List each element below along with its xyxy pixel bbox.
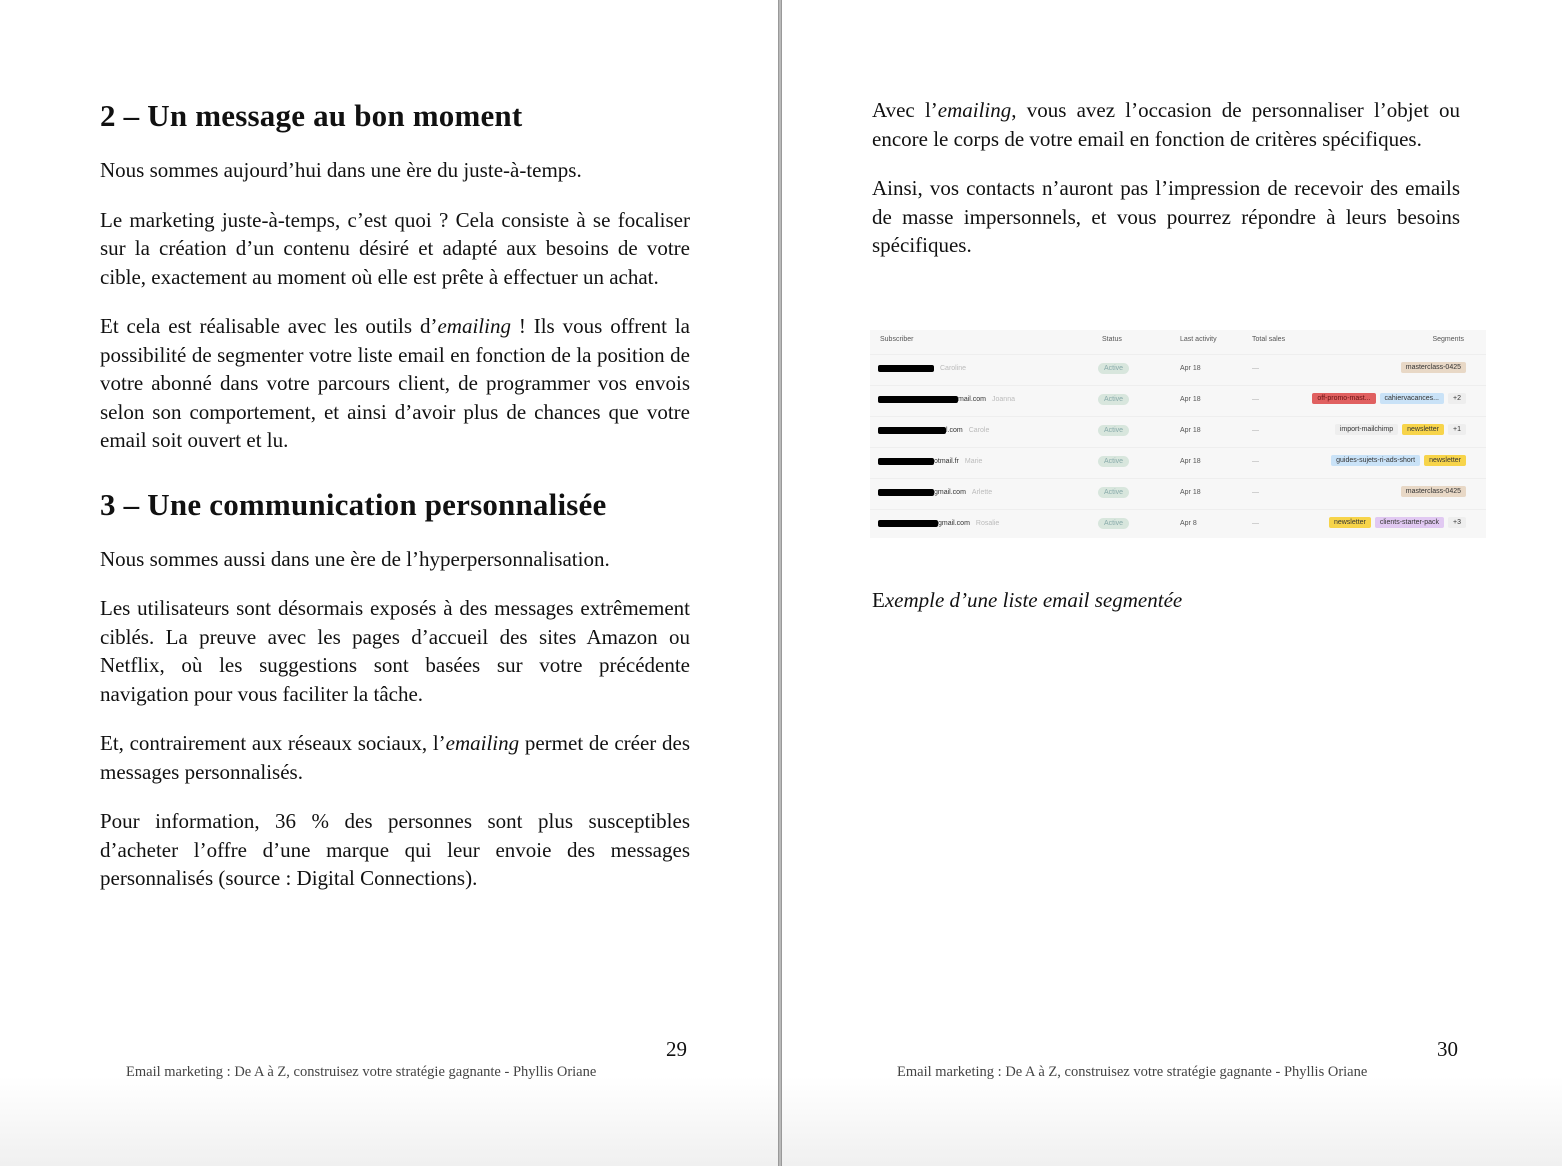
header-last-activity: Last activity — [1180, 336, 1217, 343]
segment-tag: cahiervacances... — [1380, 393, 1444, 404]
page-number: 30 — [1437, 1037, 1458, 1061]
redaction-bar — [878, 458, 934, 465]
subscriber-email: gmail.com Rosalie — [878, 520, 999, 527]
table-row — [870, 416, 1486, 447]
status-badge: Active — [1098, 456, 1129, 467]
paragraph: Ainsi, vos contacts n’auront pas l’impression de recevoir des emails de masse impersonnels, et vous pourrez répondre à leurs besoins spécifiques. — [872, 176, 1460, 257]
table-row — [870, 478, 1486, 509]
subscriber-email: mail.com Joanna — [878, 396, 1015, 403]
last-activity: Apr 18 — [1180, 365, 1201, 372]
redaction-bar — [878, 489, 934, 496]
paragraph: Nous sommes aujourd’hui dans une ère du juste-à-temps. — [100, 158, 582, 182]
subscriber-email: otmail.fr Marie — [878, 458, 982, 465]
header-segments: Segments — [1432, 336, 1464, 343]
paragraph: Avec l’emailing, vous avez l’occasion de personnaliser l’objet ou encore le corps de votre email en fonction de critères spécifiques. — [872, 98, 1460, 151]
segment-tag: masterclass-0425 — [1401, 362, 1466, 373]
section-heading-2: 2 – Un message au bon moment — [100, 98, 523, 133]
page-footer: Email marketing : De A à Z, construisez votre stratégie gagnante - Phyllis Oriane — [897, 1064, 1368, 1080]
page-footer: Email marketing : De A à Z, construisez votre stratégie gagnante - Phyllis Oriane — [126, 1064, 597, 1080]
segment-tag: guides-sujets-ri-ads-short — [1331, 455, 1420, 466]
left-page-content — [100, 96, 690, 914]
status-badge: Active — [1098, 394, 1129, 405]
last-activity: Apr 18 — [1180, 489, 1201, 496]
segment-tag: masterclass-0425 — [1401, 486, 1466, 497]
status-badge: Active — [1098, 487, 1129, 498]
last-activity: Apr 18 — [1180, 396, 1201, 403]
subscriber-email: gmail.com Arlette — [878, 489, 992, 496]
paragraph: Et, contrairement aux réseaux sociaux, l’emailing permet de créer des messages personnalisés. — [100, 731, 690, 784]
redaction-bar — [878, 520, 938, 527]
paragraph: Les utilisateurs sont désormais exposés à des messages extrêmement ciblés. La preuve avec les pages d’accueil des sites Amazon ou Netflix, où les suggestions sont basées sur votre précédente navigation pour vous faciliter la tâche. — [100, 596, 690, 706]
segment-tag: +3 — [1448, 517, 1466, 528]
total-sales: — — [1252, 489, 1259, 496]
paragraph: Le marketing juste-à-temps, c’est quoi ? Cela consiste à se focaliser sur la création d’un contenu désiré et adapté aux besoins de votre cible, exactement au moment où elle est prête à effectuer un achat. — [100, 207, 690, 289]
segment-tag: +2 — [1448, 393, 1466, 404]
status-badge: Active — [1098, 425, 1129, 436]
paragraph: Pour information, 36 % des personnes sont plus susceptibles d’acheter l’offre d’une marque qui leur envoie des messages personnalisés (source : Digital Connections). — [100, 809, 690, 890]
segment-tags — [1329, 517, 1466, 528]
total-sales: — — [1252, 365, 1259, 372]
segment-tag: +1 — [1448, 424, 1466, 435]
subscriber-name: Joanna — [992, 396, 1015, 403]
redaction-bar — [878, 365, 934, 372]
segment-tags — [1401, 362, 1466, 373]
subscriber-name: Carole — [968, 427, 990, 434]
subscriber-email: l.com Carole — [878, 427, 989, 434]
segment-tags — [1331, 455, 1466, 466]
left-page — [0, 0, 778, 1166]
total-sales: — — [1252, 427, 1259, 434]
figure-caption: Exemple d’une liste email segmentée — [872, 588, 1183, 612]
subscriber-name: Arlette — [971, 489, 993, 496]
section-heading-3: 3 – Une communication personnalisée — [100, 486, 607, 522]
status-badge: Active — [1098, 518, 1129, 529]
paragraph: Et cela est réalisable avec les outils d’emailing ! Ils vous offrent la possibilité de segmenter votre liste email en fonction de la position de votre abonné dans votre parcours client, de programmer vos envois selon son comportement, et ainsi d’avoir plus de chances que votre email soit ouvert et lu. — [100, 314, 690, 452]
segmented-list-image — [870, 330, 1486, 538]
segment-tag: clients-starter-pack — [1375, 517, 1444, 528]
total-sales: — — [1252, 396, 1259, 403]
segment-tags — [1401, 486, 1466, 497]
segment-tags — [1335, 424, 1466, 435]
right-page — [782, 0, 1562, 1166]
total-sales: — — [1252, 458, 1259, 465]
subscriber-name: Rosalie — [975, 520, 1000, 527]
status-badge: Active — [1098, 363, 1129, 374]
last-activity: Apr 8 — [1180, 520, 1197, 527]
subscriber-name: Caroline — [940, 365, 967, 372]
last-activity: Apr 18 — [1180, 458, 1201, 465]
segment-tag: off-promo-mast... — [1312, 393, 1375, 404]
right-page-content — [872, 96, 1460, 281]
redaction-bar — [878, 396, 958, 403]
last-activity: Apr 18 — [1180, 427, 1201, 434]
table-row — [870, 447, 1486, 478]
segment-tag: newsletter — [1424, 455, 1466, 466]
subscriber-name: Marie — [964, 458, 983, 465]
page-number: 29 — [666, 1037, 687, 1061]
segment-tag: newsletter — [1329, 517, 1371, 528]
header-subscriber: Subscriber — [880, 336, 914, 343]
header-total-sales: Total sales — [1252, 336, 1286, 343]
table-row — [870, 385, 1486, 416]
segment-tag: newsletter — [1402, 424, 1444, 435]
table-header — [870, 336, 1486, 350]
header-status: Status — [1102, 336, 1122, 343]
segment-tags — [1312, 393, 1466, 404]
segment-tag: import-mailchimp — [1335, 424, 1398, 435]
table-row — [870, 509, 1486, 540]
subscriber-email — [878, 365, 966, 372]
table-row — [870, 354, 1486, 385]
total-sales: — — [1252, 520, 1259, 527]
paragraph: Nous sommes aussi dans une ère de l’hyperpersonnalisation. — [100, 546, 610, 571]
redaction-bar — [878, 427, 946, 434]
